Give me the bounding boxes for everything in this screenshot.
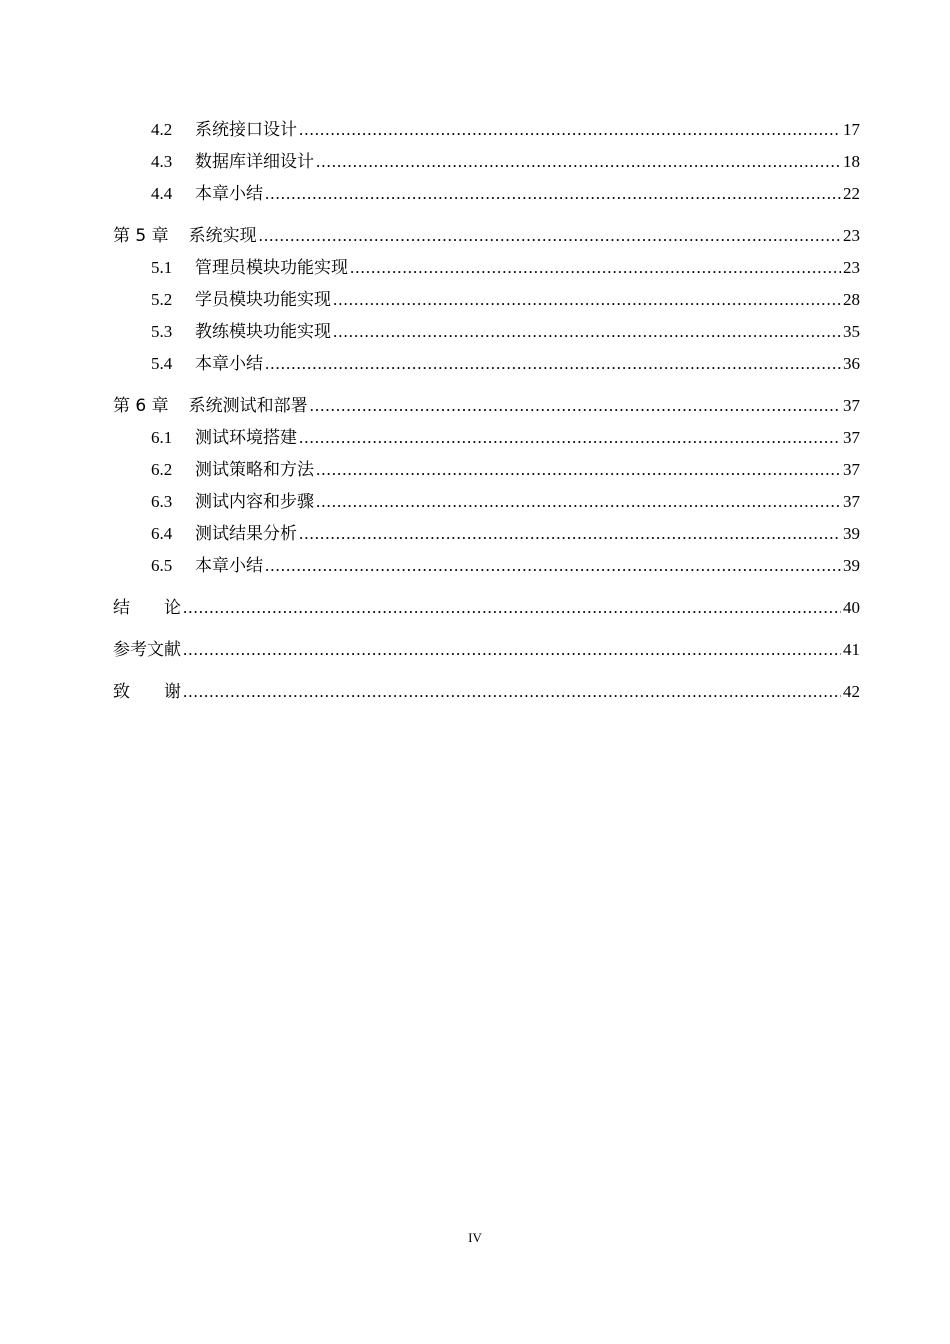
toc-entry-page: 39 (843, 556, 860, 575)
toc-entry-page: 35 (843, 322, 860, 341)
toc-entry-title: 系统实现 (188, 226, 257, 246)
toc-entry-6-2[interactable] (113, 454, 860, 486)
toc-entry-page: 42 (843, 682, 860, 701)
toc-entry-page: 39 (843, 524, 860, 543)
toc-entry-title: 本章小结 (195, 556, 263, 575)
toc-leader-dots (183, 592, 841, 624)
table-of-contents (113, 114, 860, 708)
toc-entry-number: 6.5 (151, 556, 173, 575)
toc-entry-number: 5.3 (151, 322, 173, 341)
toc-entry-6-3[interactable] (113, 486, 860, 518)
page-number: IV (468, 1230, 482, 1245)
toc-entry-title: 系统测试和部署 (188, 396, 308, 416)
toc-entry-number: 4.3 (151, 152, 173, 171)
toc-entry-number: 第 6 章 (113, 396, 169, 416)
toc-entry-page: 36 (843, 354, 860, 373)
toc-entry-number: 5.4 (151, 354, 173, 373)
toc-leader-dots (265, 178, 841, 210)
toc-entry-chapter-6[interactable] (113, 390, 860, 422)
toc-entry-acknowledgements[interactable] (113, 676, 860, 708)
toc-leader-dots (183, 676, 841, 708)
toc-entry-title: 结 论 (113, 598, 181, 618)
toc-entry-number: 4.2 (151, 120, 173, 139)
toc-entry-chapter-5[interactable] (113, 220, 860, 252)
toc-leader-dots (333, 316, 841, 348)
toc-entry-number: 5.1 (151, 258, 173, 277)
toc-entry-title: 本章小结 (195, 184, 263, 203)
toc-entry-title: 本章小结 (195, 354, 263, 373)
toc-entry-page: 28 (843, 290, 860, 309)
toc-entry-number: 6.4 (151, 524, 173, 543)
toc-leader-dots (265, 550, 841, 582)
toc-entry-4-2[interactable] (113, 114, 860, 146)
toc-leader-dots (265, 348, 841, 380)
toc-entry-5-2[interactable] (113, 284, 860, 316)
toc-leader-dots (183, 634, 841, 666)
toc-entry-5-4[interactable] (113, 348, 860, 380)
toc-leader-dots (350, 252, 841, 284)
toc-entry-title: 数据库详细设计 (195, 152, 314, 171)
toc-leader-dots (299, 422, 841, 454)
toc-entry-6-5[interactable] (113, 550, 860, 582)
toc-leader-dots (299, 114, 841, 146)
toc-entry-conclusion[interactable] (113, 592, 860, 624)
toc-entry-number: 5.2 (151, 290, 173, 309)
toc-entry-number: 6.2 (151, 460, 173, 479)
toc-entry-page: 37 (843, 428, 860, 447)
toc-entry-title: 致 谢 (113, 682, 181, 702)
toc-entry-title: 教练模块功能实现 (195, 322, 331, 341)
toc-entry-title: 测试环境搭建 (195, 428, 297, 447)
toc-entry-page: 41 (843, 640, 860, 659)
toc-entry-5-1[interactable] (113, 252, 860, 284)
toc-entry-page: 37 (843, 460, 860, 479)
toc-entry-title: 测试结果分析 (195, 524, 297, 543)
toc-entry-4-4[interactable] (113, 178, 860, 210)
toc-entry-4-3[interactable] (113, 146, 860, 178)
toc-entry-title: 测试内容和步骤 (195, 492, 314, 511)
toc-entry-number: 6.1 (151, 428, 173, 447)
toc-leader-dots (333, 284, 841, 316)
toc-entry-number: 4.4 (151, 184, 173, 203)
toc-entry-number: 6.3 (151, 492, 173, 511)
toc-leader-dots (316, 146, 841, 178)
toc-entry-6-4[interactable] (113, 518, 860, 550)
toc-entry-page: 23 (843, 258, 860, 277)
toc-entry-title: 系统接口设计 (195, 120, 297, 139)
toc-leader-dots (299, 518, 841, 550)
toc-entry-5-3[interactable] (113, 316, 860, 348)
toc-entry-page: 18 (843, 152, 860, 171)
toc-entry-page: 40 (843, 598, 860, 617)
toc-entry-number: 第 5 章 (113, 226, 169, 246)
toc-leader-dots (316, 486, 841, 518)
toc-leader-dots (259, 220, 841, 252)
toc-entry-references[interactable] (113, 634, 860, 666)
toc-entry-page: 23 (843, 226, 860, 245)
toc-entry-title: 管理员模块功能实现 (195, 258, 348, 277)
toc-entry-title: 学员模块功能实现 (195, 290, 331, 309)
toc-entry-6-1[interactable] (113, 422, 860, 454)
toc-leader-dots (310, 390, 841, 422)
toc-entry-page: 17 (843, 120, 860, 139)
toc-entry-page: 37 (843, 492, 860, 511)
toc-entry-page: 22 (843, 184, 860, 203)
toc-leader-dots (316, 454, 841, 486)
toc-entry-page: 37 (843, 396, 860, 415)
toc-entry-title: 参考文献 (113, 640, 181, 660)
toc-entry-title: 测试策略和方法 (195, 460, 314, 479)
